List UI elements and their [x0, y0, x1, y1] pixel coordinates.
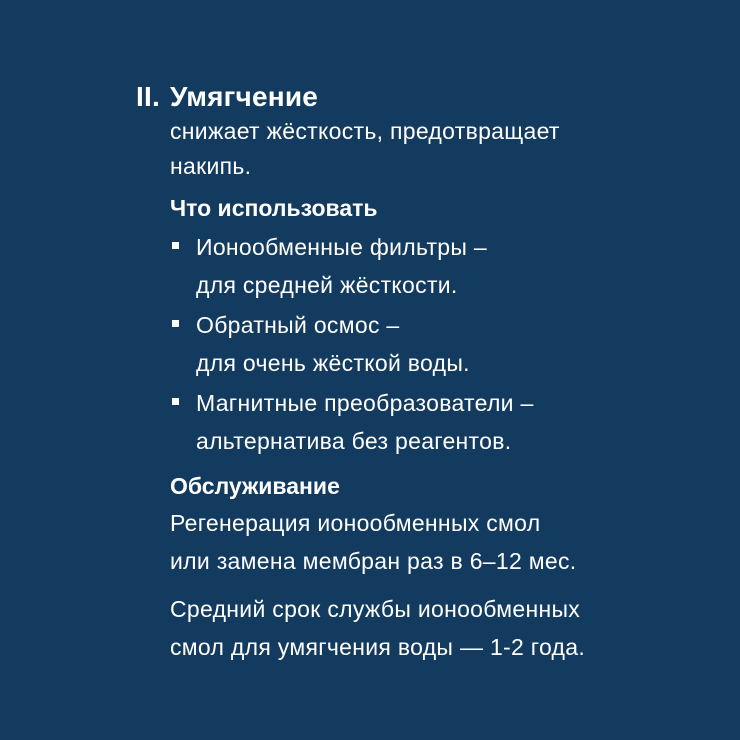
list-item-detail: для средней жёсткости.: [196, 272, 458, 298]
intro-line: снижает жёсткость, предотвращает: [170, 118, 560, 144]
square-bullet-icon: [172, 320, 179, 327]
section-title: Умягчение: [170, 81, 319, 112]
note-line: смол для умягчения воды — 1-2 года.: [170, 634, 586, 660]
list-item-title: Ионообменные фильтры –: [196, 234, 488, 260]
note-line: Средний срок службы ионообменных: [170, 596, 581, 622]
list-item-detail: альтернатива без реагентов.: [196, 428, 512, 454]
maintenance-line: или замена мембран раз в 6–12 мес.: [170, 548, 577, 574]
square-bullet-icon: [172, 242, 179, 249]
usage-heading: Что использовать: [170, 195, 378, 221]
usage-list: [170, 228, 696, 460]
square-bullet-icon: [172, 398, 179, 405]
maintenance-line: Регенерация ионообменных смол: [170, 510, 541, 536]
list-item: [170, 384, 696, 460]
intro-line: накипь.: [170, 153, 252, 179]
list-item: [170, 228, 696, 304]
maintenance-heading: Обслуживание: [170, 473, 340, 499]
section-numeral: II.: [136, 81, 160, 112]
content-block: [136, 80, 696, 666]
list-item-title: Обратный осмос –: [196, 312, 400, 338]
list-item: [170, 306, 696, 382]
section-intro: [170, 114, 696, 184]
list-item-detail: для очень жёсткой воды.: [196, 350, 470, 376]
section-heading: [136, 80, 696, 114]
lifetime-note: [170, 590, 696, 666]
maintenance-text: [170, 504, 696, 580]
list-item-title: Магнитные преобразователи –: [196, 390, 534, 416]
